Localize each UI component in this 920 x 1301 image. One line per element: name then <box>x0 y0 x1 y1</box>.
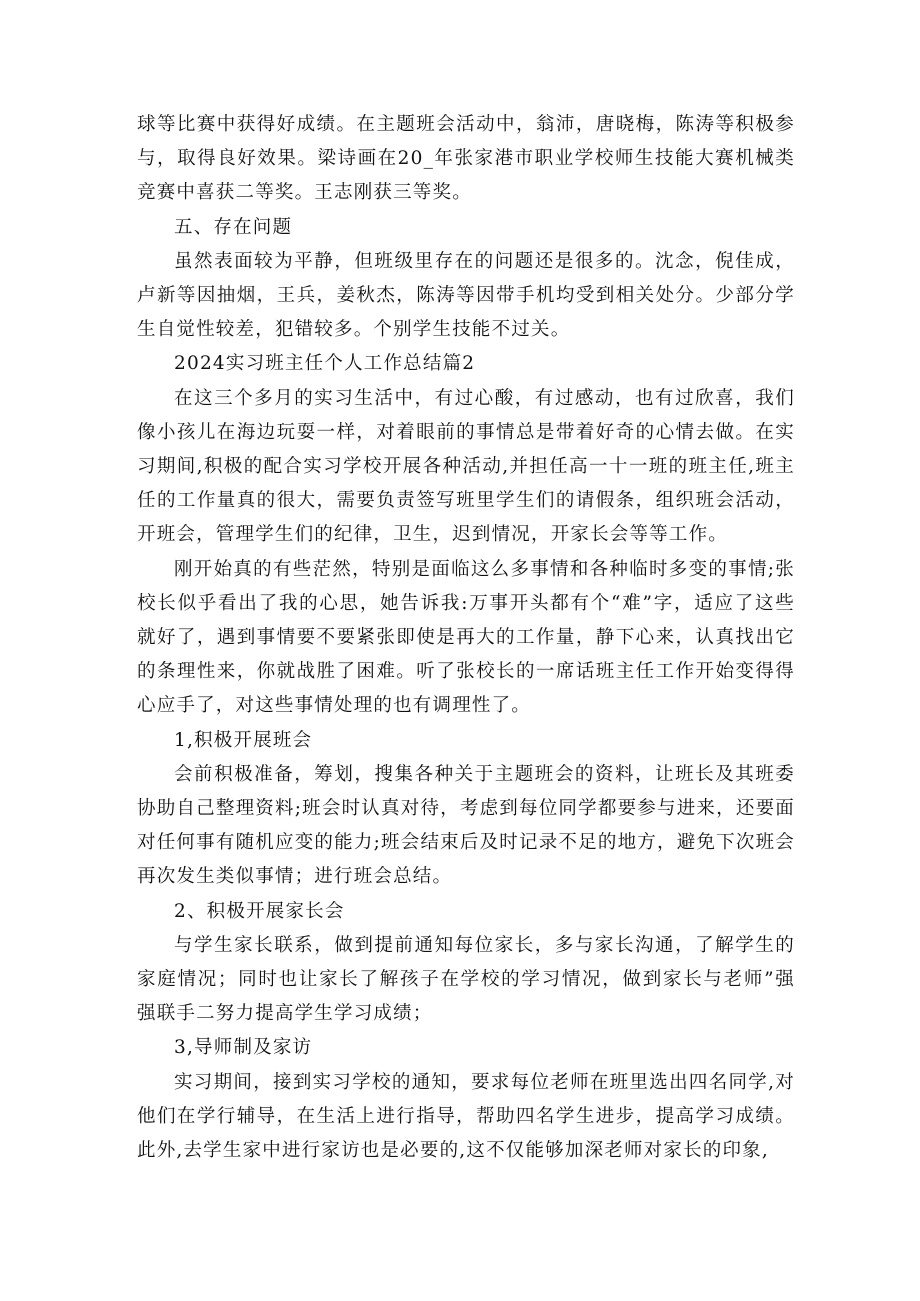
paragraph-mentorship: 实习期间，接到实习学校的通知，要求每位老师在班里选出四名同学,对他们在学行辅导，在生活上进行指导，帮助四名学生进步，提高学习成绩。此外,去学生家中进行家访也是必要的,这不仅能够加深老师对家长的印象, <box>137 1071 795 1162</box>
paragraph-internship-life: 在这三个多月的实习生活中，有过心酸，有过感动，也有过欣喜，我们像小孩儿在海边玩耍一样，对着眼前的事情总是带着好奇的心情去做。在实习期间,积极的配合实习学校开展各种活动,并担任高一十一班的班主任,班主任的工作量真的很大，需要负责签写班里学生们的请假条，组织班会活动，开班会，管理学生们的纪律，卫生，迟到情况，开家长会等等工作。 <box>137 387 795 546</box>
section-heading-mentorship: 3,导师制及家访 <box>174 1037 313 1059</box>
paragraph-class-meeting: 会前积极准备，筹划，搜集各种关于主题班会的资料，让班长及其班委协助自己整理资料;班会时认真对待，考虑到每位同学都要参与进来，还要面对任何事有随机应变的能力;班会结束后及时记录不足的地方，避免下次班会再次发生类似事情；进行班会总结。 <box>137 763 795 888</box>
paragraph-competition-results: 球等比赛中获得好成绩。在主题班会活动中，翁沛，唐晓梅，陈涛等积极参与，取得良好效果。梁诗画在20_年张家港市职业学校师生技能大赛机械类竞赛中喜获二等奖。王志刚获三等奖。 <box>137 114 795 204</box>
section-heading-class-meeting: 1,积极开展班会 <box>174 729 313 751</box>
paragraph-problems: 虽然表面较为平静，但班级里存在的问题还是很多的。沈念，倪佳成，卢新等因抽烟，王兵，姜秋杰，陈涛等因带手机均受到相关处分。少部分学生自觉性较差，犯错较多。个别学生技能不过关。 <box>137 250 795 341</box>
paragraph-getting-started: 刚开始真的有些茫然，特别是面临这么多事情和各种临时多变的事情;张校长似乎看出了我的心思，她告诉我:万事开头都有个“难”字，适应了这些就好了，遇到事情要不要紧张即使是再大的工作量，静下心来，认真找出它的条理性来，你就战胜了困难。听了张校长的一席话班主任工作开始变得得心应手了，对这些事情处理的也有调理性了。 <box>137 558 795 717</box>
paragraph-parent-meeting: 与学生家长联系，做到提前通知每位家长，多与家长沟通，了解学生的家庭情况；同时也让家长了解孩子在学校的学习情况，做到家长与老师”强强联手二努力提高学生学习成绩； <box>137 934 795 1025</box>
article-title-part2: 2024实习班主任个人工作总结篇2 <box>174 353 476 375</box>
section-heading-parent-meeting: 2、积极开展家长会 <box>174 900 345 922</box>
section-heading-existing-problems: 五、存在问题 <box>174 216 293 238</box>
document-page <box>137 108 795 1168</box>
